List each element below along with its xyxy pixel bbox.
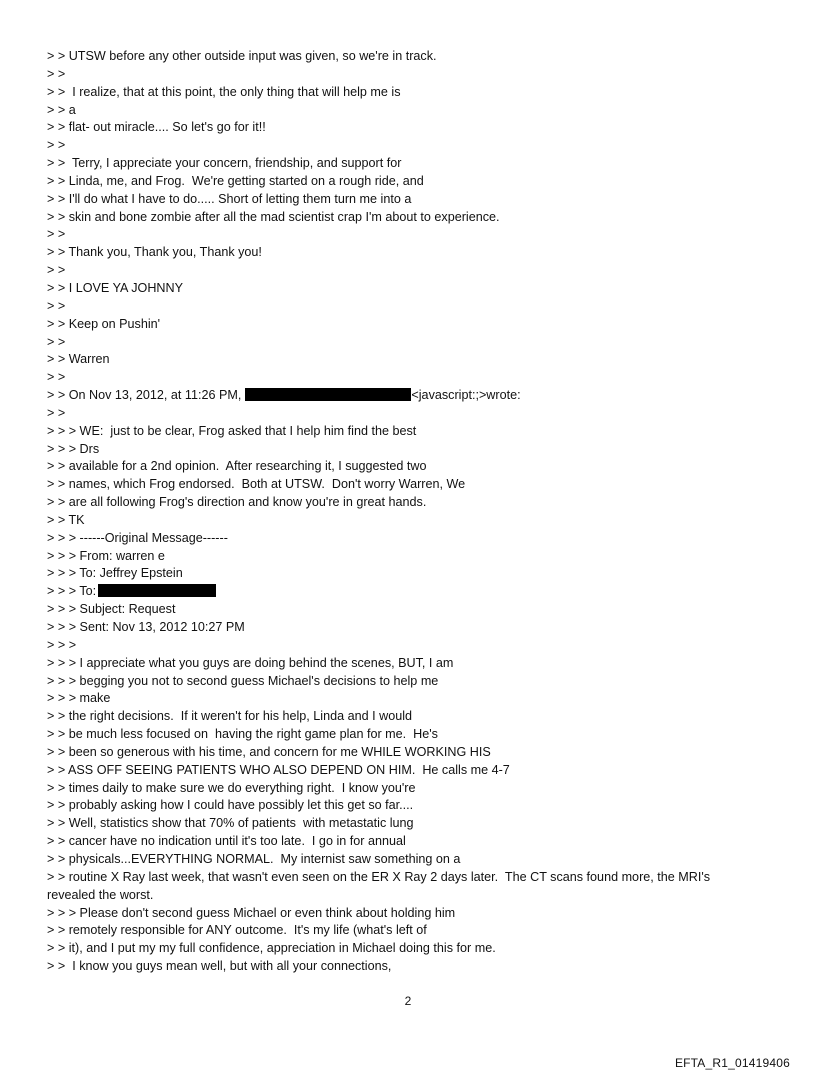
email-line: > > > make: [47, 691, 111, 706]
email-line: > > a: [47, 102, 76, 117]
email-line: > > been so generous with his time, and concern for me WHILE WORKING HIS: [47, 744, 491, 759]
email-line: revealed the worst.: [47, 887, 154, 902]
email-line: > > remotely responsible for ANY outcome. It's my life (what's left of: [47, 923, 427, 938]
email-line: > > physicals...EVERYTHING NORMAL. My internist saw something on a: [47, 851, 461, 866]
email-line: > > > To: Jeffrey Epstein: [47, 566, 183, 581]
page-number: 2: [404, 994, 412, 1008]
email-line: > > > Drs: [47, 441, 100, 456]
email-line: > > names, which Frog endorsed. Both at UTSW. Don't worry Warren, We: [47, 477, 466, 492]
email-line-with-redaction: [47, 387, 787, 405]
email-line: > > are all following Frog's direction and know you're in great hands.: [47, 495, 427, 510]
email-line: > > Linda, me, and Frog. We're getting started on a rough ride, and: [47, 173, 424, 188]
email-line: > > I'll do what I have to do..... Short of letting them turn me into a: [47, 191, 412, 206]
email-line: > > TK: [47, 512, 85, 527]
email-line: > > > From: warren e: [47, 548, 165, 563]
email-line: > > I realize, that at this point, the only thing that will help me is: [47, 84, 401, 99]
email-line: > > > ------Original Message------: [47, 530, 228, 545]
email-line: > > cancer have no indication until it's too late. I go in for annual: [47, 834, 406, 849]
email-line: > > available for a 2nd opinion. After researching it, I suggested two: [47, 459, 427, 474]
email-line: > > skin and bone zombie after all the mad scientist crap I'm about to experience.: [47, 209, 500, 224]
email-line: > >: [47, 405, 66, 420]
email-line: > > probably asking how I could have possibly let this get so far....: [47, 798, 414, 813]
email-line: > >: [47, 370, 66, 385]
redaction-box: [98, 584, 216, 597]
email-line: > >: [47, 66, 66, 81]
email-line: > >: [47, 298, 66, 313]
email-line: > > Keep on Pushin': [47, 316, 161, 331]
line-text-before: > > > To:: [47, 584, 97, 599]
line-text-before: > > On Nov 13, 2012, at 11:26 PM,: [47, 388, 242, 403]
email-line: > > times daily to make sure we do everything right. I know you're: [47, 780, 416, 795]
email-line: > > > Please don't second guess Michael or even think about holding him: [47, 905, 456, 920]
bates-number: EFTA_R1_01419406: [674, 1056, 790, 1070]
email-line: > > ASS OFF SEEING PATIENTS WHO ALSO DEPEND ON HIM. He calls me 4-7: [47, 762, 510, 777]
email-line: > > >: [47, 637, 77, 652]
line-text-after: <javascript:;>wrote:: [411, 388, 521, 403]
email-line: > >: [47, 138, 66, 153]
email-line: > > Warren: [47, 352, 110, 367]
email-line: > > Thank you, Thank you, Thank you!: [47, 245, 262, 260]
email-line: > > Well, statistics show that 70% of patients with metastatic lung: [47, 816, 414, 831]
email-line: > > > Sent: Nov 13, 2012 10:27 PM: [47, 620, 245, 634]
email-body: [47, 48, 787, 976]
email-line: > > UTSW before any other outside input was given, so we're in track.: [47, 49, 437, 63]
email-line: > >: [47, 263, 66, 278]
email-line: > > I LOVE YA JOHNNY: [47, 280, 184, 295]
email-line: > >: [47, 227, 66, 242]
redaction-box: [245, 388, 411, 401]
email-line: > > the right decisions. If it weren't for his help, Linda and I would: [47, 709, 413, 724]
email-line: > > > Subject: Request: [47, 602, 176, 617]
email-line: > > it), and I put my my full confidence, appreciation in Michael doing this for me.: [47, 941, 496, 956]
email-line: > > > begging you not to second guess Michael's decisions to help me: [47, 673, 439, 688]
email-line: > > flat- out miracle.... So let's go for it!!: [47, 120, 266, 135]
email-line: > >: [47, 334, 66, 349]
email-line: > > > WE: just to be clear, Frog asked that I help him find the best: [47, 423, 417, 438]
email-line: > > > I appreciate what you guys are doing behind the scenes, BUT, I am: [47, 655, 454, 670]
email-line: > > I know you guys mean well, but with all your connections,: [47, 959, 392, 974]
email-line: > > routine X Ray last week, that wasn't even seen on the ER X Ray 2 days later. The CT scans found more, the MRI's: [47, 869, 711, 884]
email-line: > > be much less focused on having the right game plan for me. He's: [47, 727, 438, 742]
email-line-with-redaction: [47, 583, 787, 601]
email-line: > > Terry, I appreciate your concern, friendship, and support for: [47, 156, 402, 171]
